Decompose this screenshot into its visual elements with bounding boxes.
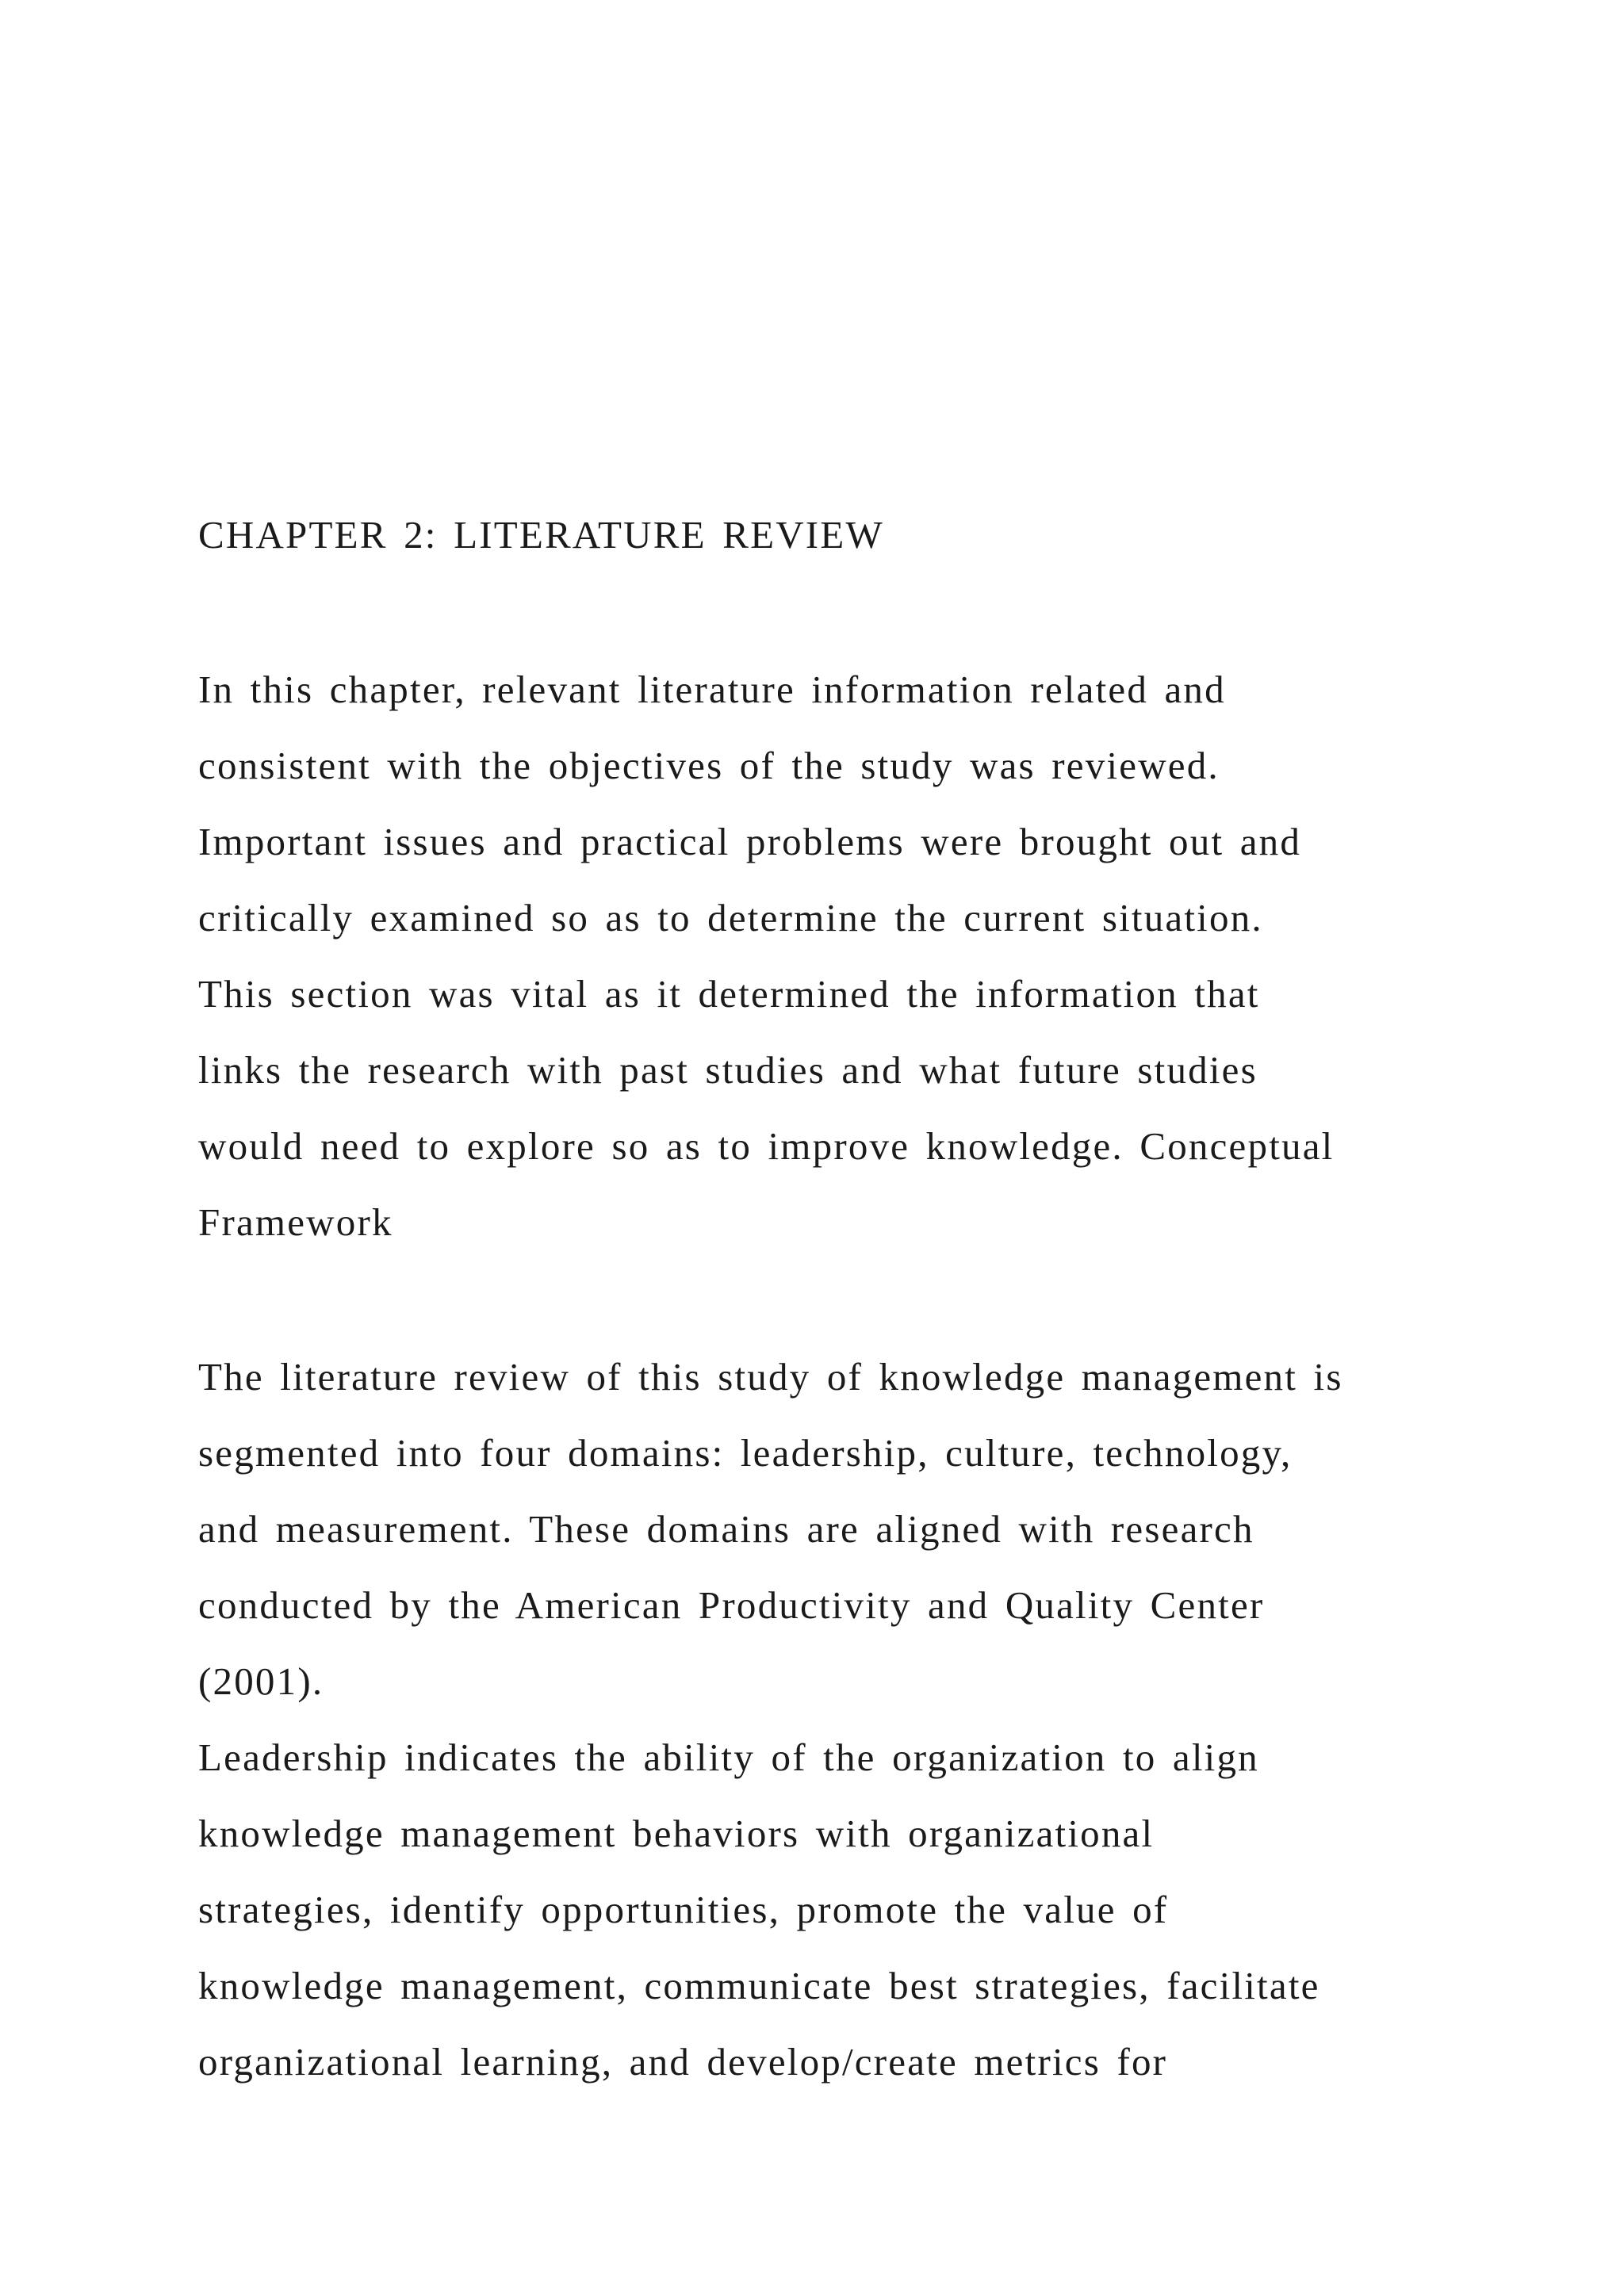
text-line: strategies, identify opportunities, promote the value of (198, 1888, 1169, 1931)
text-line: Framework (198, 1200, 393, 1244)
text-line: consistent with the objectives of the study was reviewed. (198, 744, 1220, 787)
text-line: organizational learning, and develop/create metrics for (198, 2040, 1168, 2084)
text-line: links the research with past studies and what future studies (198, 1048, 1258, 1092)
text-line: and measurement. These domains are aligned with research (198, 1507, 1254, 1551)
text-line: knowledge management, communicate best strategies, facilitate (198, 1964, 1320, 2007)
text-line: Important issues and practical problems were brought out and (198, 820, 1302, 863)
text-line: In this chapter, relevant literature information related and (198, 668, 1226, 711)
text-line: Leadership indicates the ability of the organization to align (198, 1735, 1259, 1779)
text-line: The literature review of this study of knowledge management is (198, 1355, 1343, 1399)
chapter-heading: CHAPTER 2: LITERATURE REVIEW (198, 513, 884, 557)
text-line: This section was vital as it determined the information that (198, 972, 1260, 1016)
text-line: (2001). (198, 1659, 324, 1703)
text-line: knowledge management behaviors with organizational (198, 1812, 1155, 1855)
text-line: critically examined so as to determine the current situation. (198, 896, 1263, 939)
text-line: segmented into four domains: leadership, culture, technology, (198, 1431, 1293, 1475)
text-line: would need to explore so as to improve knowledge. Conceptual (198, 1124, 1335, 1168)
text-line: conducted by the American Productivity and Quality Center (198, 1583, 1265, 1627)
